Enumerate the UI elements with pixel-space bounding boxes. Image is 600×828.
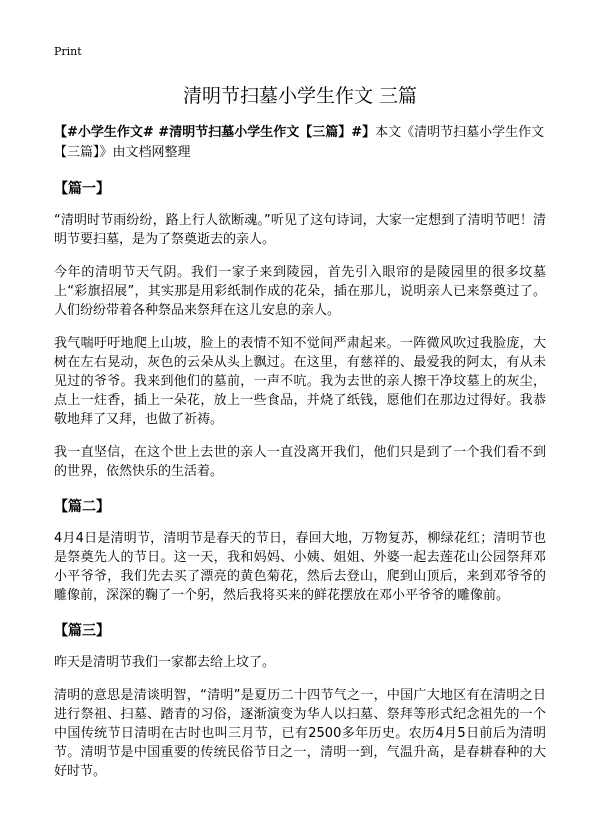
- intro-paragraph: [54, 123, 546, 163]
- section-paragraph: “清明时节雨纷纷，路上行人欲断魂。”听见了这句诗词，大家一定想到了清明节吧！清明节要扫墓，是为了祭奠逝去的亲人。: [54, 213, 546, 247]
- section-heading: 【篇二】: [54, 499, 110, 515]
- section-heading: 【篇三】: [54, 623, 110, 639]
- section-paragraph: 清明的意思是清谈明智，“清明”是夏历二十四节气之一，中国广大地区有在清明之日进行祭祖、扫墓、踏青的习俗，逐渐演变为华人以扫墓、祭拜等形式纪念祖先的一个中国传统节日清明在古时也叫三月节，已有2500多年历史。农历4月5日前后为清明节。清明节是中国重要的传统民俗节日之一，清明一到，气温升高，是春耕春种的大好时节。: [54, 688, 546, 779]
- intro-tags: 【#小学生作文# #清明节扫墓小学生作文【三篇】#】: [54, 125, 376, 140]
- print-link[interactable]: Print: [54, 45, 82, 58]
- section-paragraph: 昨天是清明节我们一家都去给上坟了。: [54, 655, 276, 670]
- page-title: 清明节扫墓小学生作文 三篇: [182, 85, 418, 107]
- section-heading: 【篇一】: [54, 181, 110, 197]
- section-paragraph: 4月4日是清明节，清明节是春天的节日，春回大地，万物复苏，柳绿花红；清明节也是祭奠先人的节日。这一天，我和妈妈、小姨、姐姐、外婆一起去莲花山公园祭拜邓小平爷爷，我们先去买了漂亮的黄色菊花，然后去登山，爬到山顶后，来到邓爷爷的雕像前，深深的鞠了一个躬，然后我将买来的鲜花摆放在邓小平爷爷的雕像前。: [54, 531, 546, 603]
- intro-text: 本文《清明节扫墓小学生作文【三篇】》由文档网整理: [54, 125, 545, 160]
- section-paragraph: 今年的清明节天气阴。我们一家子来到陵园，首先引入眼帘的是陵园里的很多坟墓上“彩旗招展”，其实那是用彩纸制作成的花朵，插在那儿，说明亲人已来祭奠过了。人们纷纷带着各种祭品来祭拜在这儿安息的亲人。: [54, 265, 546, 318]
- section-paragraph: 我气喘吁吁地爬上山坡，脸上的表情不知不觉间严肃起来。一阵微风吹过我脸庞，大树在左右晃动，灰色的云朵从头上飘过。在这里，有慈祥的、最爱我的阿太，有从未见过的爷爷。我来到他们的墓前，一声不吭。我为去世的亲人擦干净坟墓上的灰尘，点上一炷香，插上一朵花，放上一些食品，并烧了纸钱，愿他们在那边过得好。我恭敬地拜了又拜，也做了祈祷。: [54, 336, 546, 427]
- section-paragraph: 我一直坚信，在这个世上去世的亲人一直没离开我们，他们只是到了一个我们看不到的世界，依然快乐的生活着。: [54, 445, 546, 479]
